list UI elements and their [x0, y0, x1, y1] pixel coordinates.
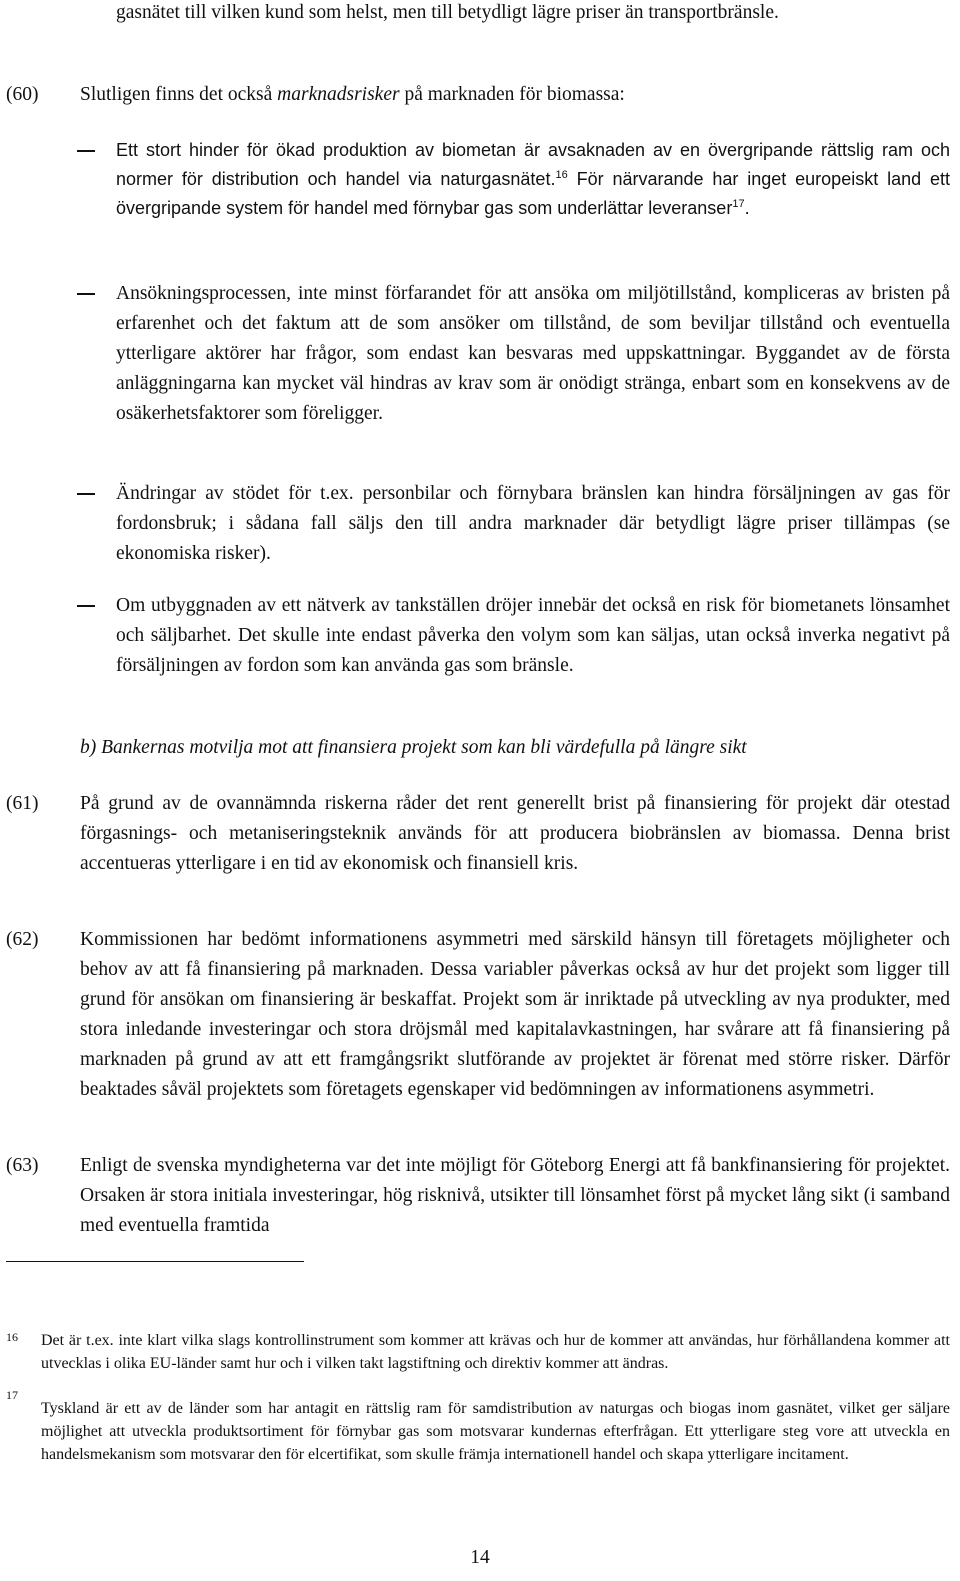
paragraph-text: På grund av de ovannämnda riskerna råder det rent generellt brist på finansiering för projekt där otestad förgasnings- och metaniseringsteknik används för att producera biobränslen av biomassa. Denna brist accentueras ytterligare i en tid av ekonomisk och finansiell kris.: [80, 793, 950, 874]
paragraph-number: (61): [6, 793, 39, 814]
paragraph-text: Kommissionen har bedömt informationens asymmetri med särskild hänsyn till företagets möjligheter och behov av att få finansiering på marknaden. Dessa variabler påverkas också av hur det projekt som ligger till grund för ansökan om finansiering är beskaffat. Projekt som är inriktade på utveckling av nya produkter, med stora inledande investeringar och stora dröjsmål med kapitalavkastningen, har svårare att få finansiering på marknaden på grund av att ett framgångsrikt slutförande av projektet är förenat med större risker. Därför beaktades såväl projektets som företagets egenskaper vid bedömningen av informationens asymmetri.: [80, 929, 950, 1100]
paragraph-text: Enligt de svenska myndigheterna var det inte möjligt för Göteborg Energi att få bankfinansiering för projektet. Orsaken är stora initiala investeringar, hög risknivå, utsikter till lönsamhet först på mycket lång sikt (i samband med eventuella framtida: [80, 1155, 950, 1236]
list-item-text: Ändringar av stödet för t.ex. personbilar och förnybara bränslen kan hindra försäljningen av gas för fordonsbruk; i sådana fall säljs den till andra marknader där betydligt lägre priser tillämpas (se ekonomiska risker).: [116, 483, 950, 564]
footnote-text: Tyskland är ett av de länder som har antagit en rättslig ram för samdistribution av naturgas och biogas inom gasnätet, vilket ger säljare möjlighet att utveckla produktsortiment för förnybar gas som motsvarar kundernas efterfrågan. Ett ytterligare steg vore att utveckla en handelsmekanism som motsvarar den för elcertifikat, som skulle främja internationell handel och skapa ytterligare incitament.: [41, 1400, 950, 1463]
list-item-text: Ansökningsprocessen, inte minst förfarandet för att ansöka om miljötillstånd, kompliceras av bristen på erfarenhet och det faktum att de som ansöker om tillstånd, de som beviljar tillstånd och eventuella ytterligare aktörer har frågor, som endast kan besvaras med uppskattningar. Byggandet av de första anläggningarna kan mycket väl hindras av krav som är onödigt stränga, enbart som en konsekvens av de osäkerhetsfaktorer som föreligger.: [116, 283, 950, 424]
paragraph-number: (63): [6, 1155, 39, 1176]
footnote-ref-17[interactable]: 17: [732, 198, 745, 210]
list-item-text: Om utbyggnaden av ett nätverk av tankställen dröjer innebär det också en risk för biometanets lönsamhet och säljbarhet. Det skulle inte endast påverka den volym som kan säljas, utan också inverka negativt på försäljningen av fordon som kan använda gas som bränsle.: [116, 595, 950, 676]
section-subheading: b) Bankernas motvilja mot att finansiera projekt som kan bli värdefulla på längre sikt: [80, 737, 747, 758]
footnote-number: 17: [6, 1388, 18, 1402]
continuation-text: gasnätet till vilken kund som helst, men till betydligt lägre priser än transportbränsle.: [116, 2, 779, 23]
dash-bullet-icon: [77, 293, 95, 295]
dash-bullet-icon: [77, 605, 95, 607]
page-number: 14: [470, 1547, 490, 1568]
paragraph-number: (62): [6, 929, 39, 950]
footnote-divider: [6, 1261, 304, 1262]
paragraph-60-intro: Slutligen finns det också marknadsrisker på marknaden för biomassa:: [80, 84, 625, 105]
paragraph-number: (60): [6, 84, 39, 105]
dash-bullet-icon: [77, 150, 95, 152]
emphasis-marknadsrisker: marknadsrisker: [277, 84, 400, 105]
dash-bullet-icon: [77, 493, 95, 495]
footnote-number: 16: [6, 1330, 18, 1344]
footnote-text: Det är t.ex. inte klart vilka slags kontrollinstrument som kommer att krävas och hur de kommer att användas, hur förhållandena kommer att utvecklas i olika EU-länder samt hur och i vilken takt lagstiftning och direktiv kommer att ändras.: [41, 1332, 950, 1372]
footnote-ref-16[interactable]: 16: [555, 169, 568, 181]
list-item-text: Ett stort hinder för ökad produktion av biometan är avsaknaden av en övergripande rättslig ram och normer för distribution och handel via naturgasnätet.$^{16}$ För närvarande har inget europeiskt land ett övergripande system för handel med förnybar gas som underlättar leveranser$^{17}$.: [116, 140, 950, 218]
